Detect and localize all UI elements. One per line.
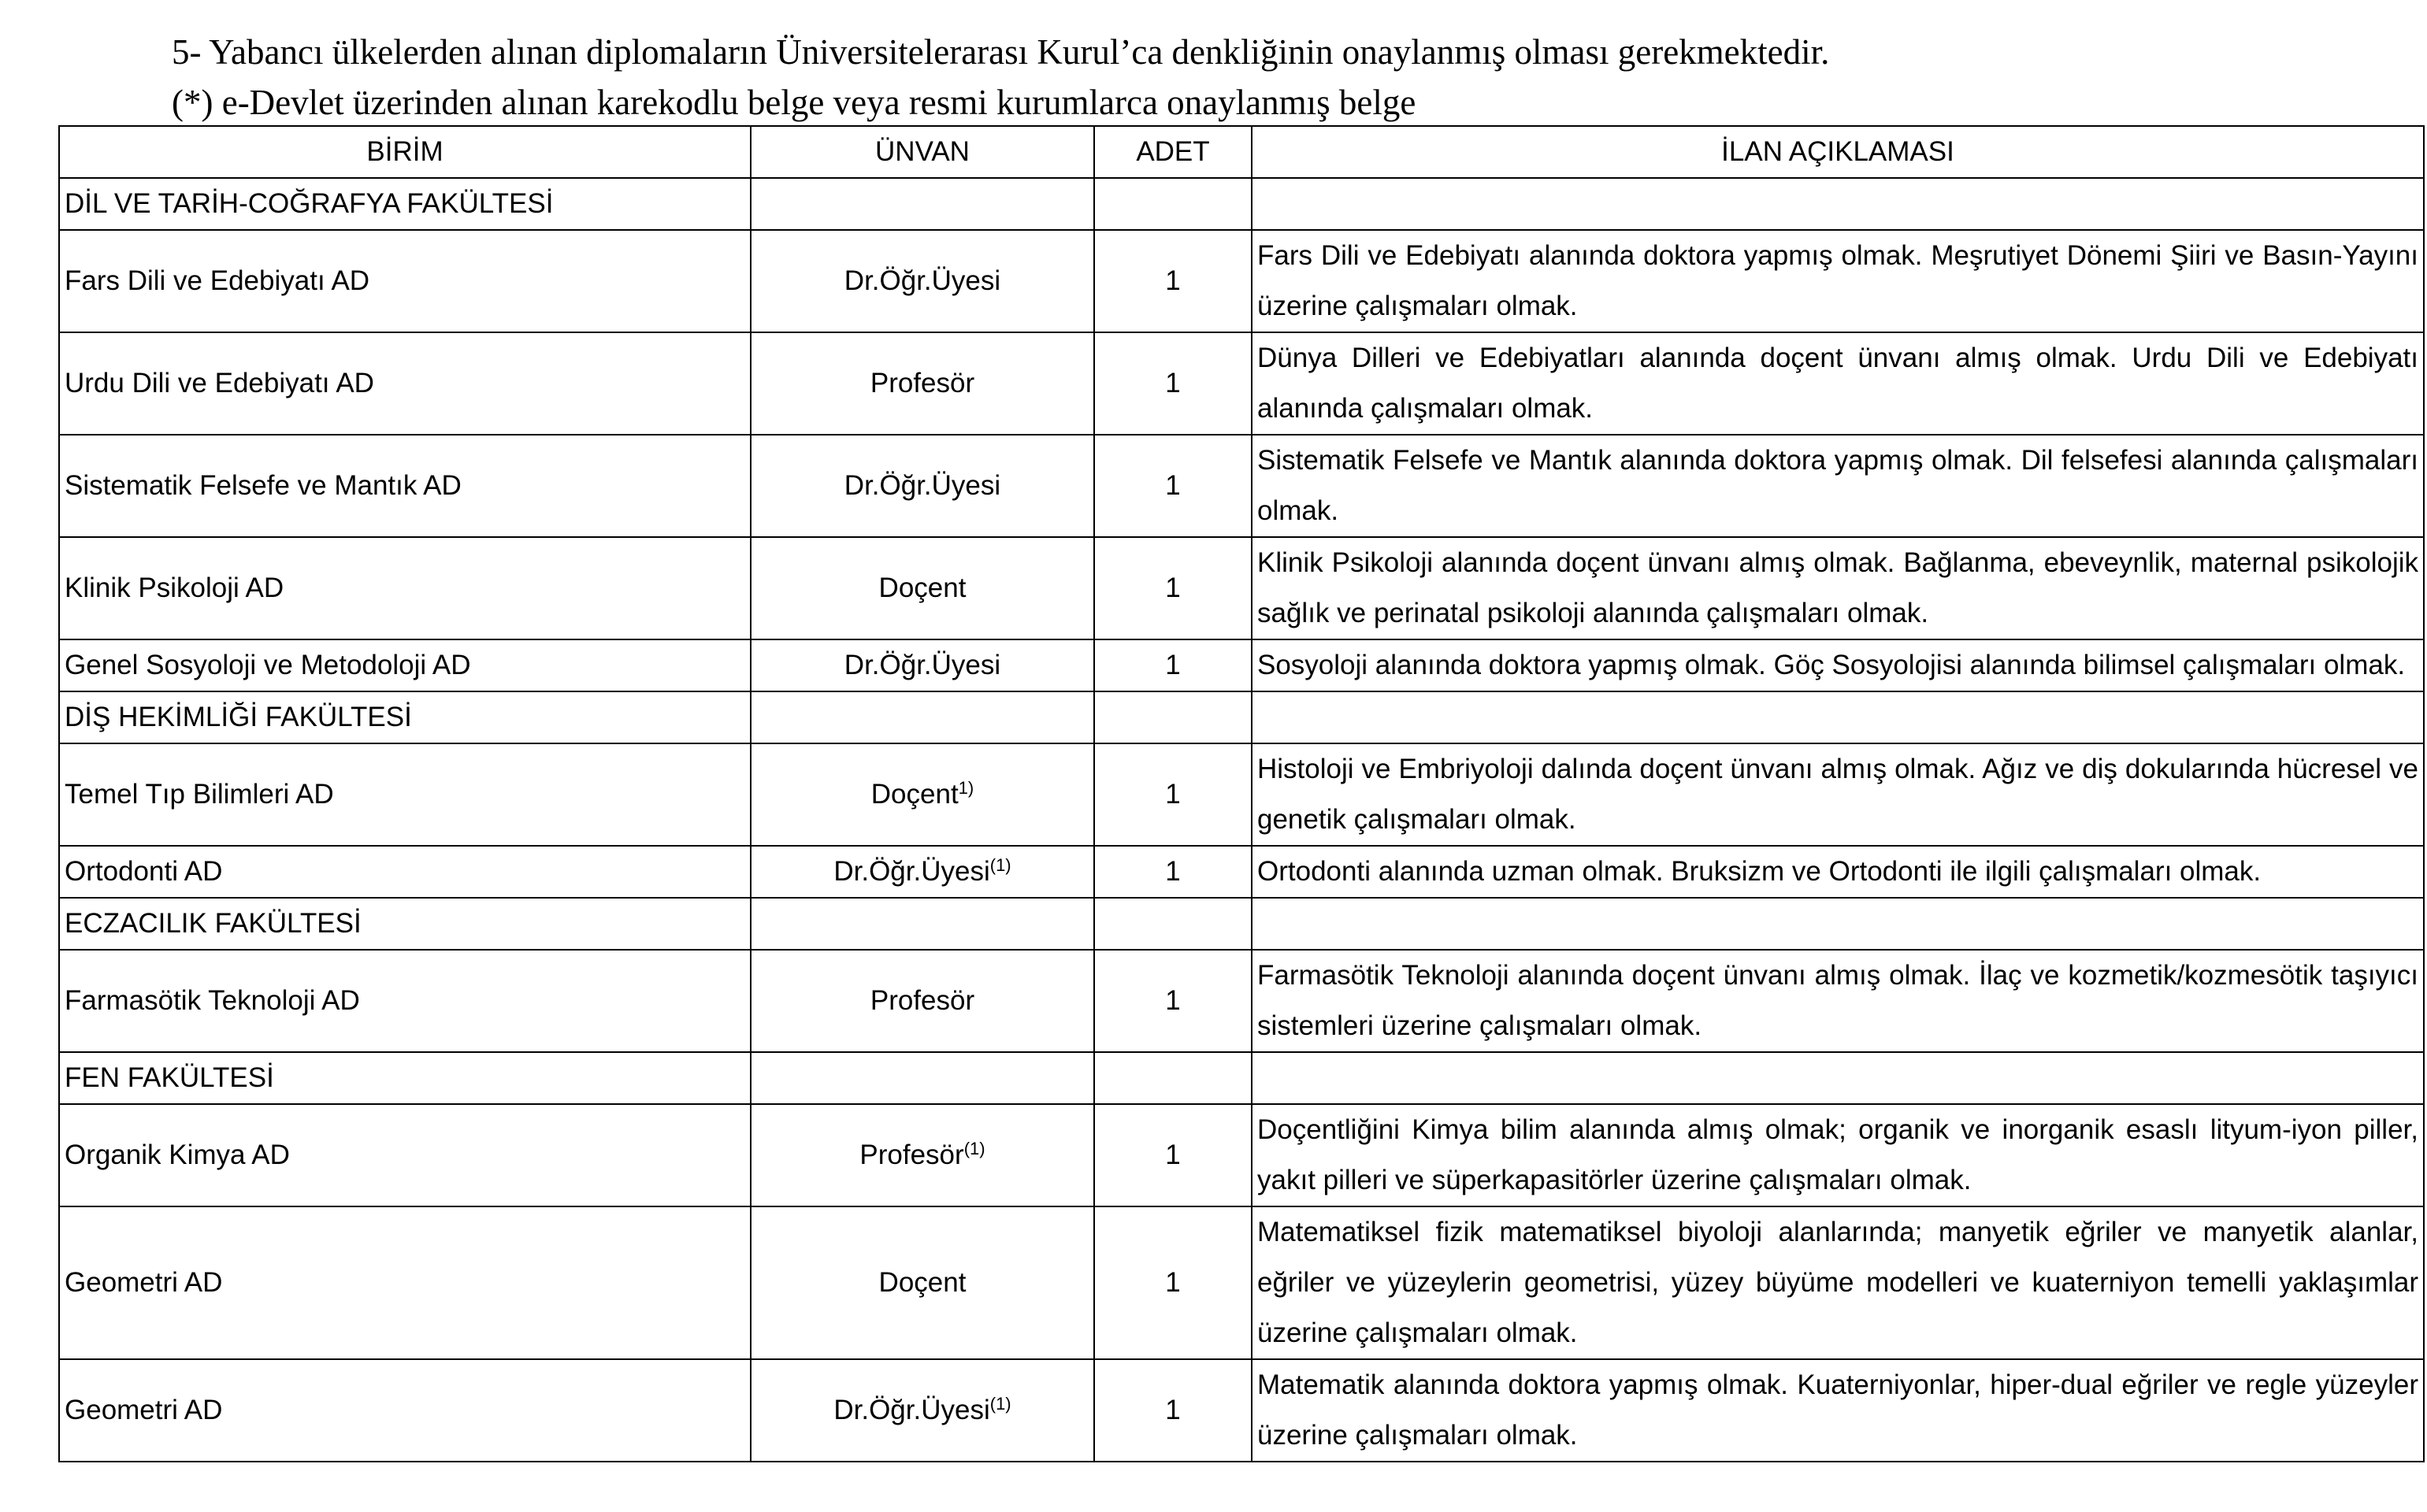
- birim-cell: Sistematik Felsefe ve Mantık AD: [59, 435, 751, 537]
- unvan-cell: [751, 435, 1094, 537]
- unvan-text: Dr.Öğr.Üyesi: [833, 856, 990, 887]
- birim-cell: Geometri AD: [59, 1359, 751, 1462]
- footnote-marker: (1): [989, 855, 1011, 875]
- adet-cell: 1: [1094, 1359, 1252, 1462]
- adet-cell: 1: [1094, 1104, 1252, 1206]
- adet-cell: 1: [1094, 435, 1252, 537]
- notes: [172, 27, 1829, 128]
- table-row: [59, 743, 2424, 846]
- section-row: [59, 691, 2424, 743]
- birim-cell: Temel Tıp Bilimleri AD: [59, 743, 751, 846]
- unvan-cell: [751, 846, 1094, 898]
- section-row: [59, 898, 2424, 950]
- empty-cell: [1094, 178, 1252, 230]
- unvan-text: Dr.Öğr.Üyesi: [833, 1395, 990, 1425]
- birim-cell: Farmasötik Teknoloji AD: [59, 950, 751, 1052]
- table-row: [59, 537, 2424, 639]
- adet-cell: 1: [1094, 846, 1252, 898]
- birim-cell: Ortodonti AD: [59, 846, 751, 898]
- aciklama-cell: Histoloji ve Embriyoloji dalında doçent ünvanı almış olmak. Ağız ve diş dokularında hücresel ve genetik çalışmaları olmak.: [1252, 743, 2424, 846]
- unvan-text: Doçent: [878, 573, 967, 603]
- section-row: [59, 178, 2424, 230]
- unvan-cell: [751, 639, 1094, 691]
- note-edevlet: (*) e-Devlet üzerinden alınan karekodlu belge veya resmi kurumlarca onaylanmış belge: [172, 83, 1416, 122]
- adet-cell: 1: [1094, 743, 1252, 846]
- unvan-cell: [751, 230, 1094, 332]
- unvan-text: Profesör: [870, 368, 975, 398]
- unvan-text: Profesör: [870, 985, 975, 1016]
- empty-cell: [751, 1052, 1094, 1104]
- table-row: [59, 230, 2424, 332]
- unvan-cell: [751, 332, 1094, 435]
- empty-cell: [751, 691, 1094, 743]
- adet-cell: 1: [1094, 332, 1252, 435]
- table-row: [59, 1104, 2424, 1206]
- adet-cell: 1: [1094, 230, 1252, 332]
- footnote-marker: 1): [958, 778, 974, 798]
- note-diploma: 5- Yabancı ülkelerden alınan diplomaların Üniversitelerarası Kurul’ca denkliğinin onaylanmış olması gerekmektedir.: [172, 32, 1830, 72]
- unvan-text: Doçent: [870, 779, 959, 810]
- section-row: [59, 1052, 2424, 1104]
- table-row: [59, 1206, 2424, 1359]
- unvan-cell: [751, 1359, 1094, 1462]
- adet-cell: 1: [1094, 639, 1252, 691]
- position-table: [58, 125, 2425, 1462]
- aciklama-cell: Doçentliğini Kimya bilim alanında almış olmak; organik ve inorganik esaslı lityum-iyon piller, yakıt pilleri ve süperkapasitörler üzerine çalışmaları olmak.: [1252, 1104, 2424, 1206]
- section-title: ECZACILIK FAKÜLTESİ: [59, 898, 751, 950]
- unvan-text: Dr.Öğr.Üyesi: [844, 650, 1001, 680]
- unvan-text: Dr.Öğr.Üyesi: [844, 470, 1001, 501]
- unvan-cell: [751, 1104, 1094, 1206]
- unvan-text: Profesör: [859, 1140, 964, 1170]
- table-row: [59, 435, 2424, 537]
- footnote-marker: (1): [963, 1139, 985, 1158]
- unvan-cell: [751, 950, 1094, 1052]
- aciklama-cell: Farmasötik Teknoloji alanında doçent ünvanı almış olmak. İlaç ve kozmetik/kozmesötik taşıyıcı sistemleri üzerine çalışmaları olmak.: [1252, 950, 2424, 1052]
- header-birim: BİRİM: [59, 126, 751, 178]
- birim-cell: Organik Kimya AD: [59, 1104, 751, 1206]
- empty-cell: [1094, 1052, 1252, 1104]
- table-row: [59, 639, 2424, 691]
- section-title: FEN FAKÜLTESİ: [59, 1052, 751, 1104]
- birim-cell: Genel Sosyoloji ve Metodoloji AD: [59, 639, 751, 691]
- birim-cell: Geometri AD: [59, 1206, 751, 1359]
- empty-cell: [1252, 898, 2424, 950]
- empty-cell: [751, 178, 1094, 230]
- aciklama-cell: Dünya Dilleri ve Edebiyatları alanında doçent ünvanı almış olmak. Urdu Dili ve Edebiyatı alanında çalışmaları olmak.: [1252, 332, 2424, 435]
- unvan-text: Doçent: [878, 1267, 967, 1298]
- section-title: DİL VE TARİH-COĞRAFYA FAKÜLTESİ: [59, 178, 751, 230]
- header-adet: ADET: [1094, 126, 1252, 178]
- aciklama-cell: Fars Dili ve Edebiyatı alanında doktora yapmış olmak. Meşrutiyet Dönemi Şiiri ve Basın-Yayını üzerine çalışmaları olmak.: [1252, 230, 2424, 332]
- footnote-marker: (1): [989, 1394, 1011, 1414]
- unvan-cell: [751, 743, 1094, 846]
- empty-cell: [1252, 691, 2424, 743]
- birim-cell: Klinik Psikoloji AD: [59, 537, 751, 639]
- adet-cell: 1: [1094, 537, 1252, 639]
- unvan-text: Dr.Öğr.Üyesi: [844, 265, 1001, 296]
- unvan-cell: [751, 537, 1094, 639]
- table-row: [59, 1359, 2424, 1462]
- aciklama-cell: Ortodonti alanında uzman olmak. Bruksizm ve Ortodonti ile ilgili çalışmaları olmak.: [1252, 846, 2424, 898]
- birim-cell: Fars Dili ve Edebiyatı AD: [59, 230, 751, 332]
- birim-cell: Urdu Dili ve Edebiyatı AD: [59, 332, 751, 435]
- empty-cell: [1094, 691, 1252, 743]
- adet-cell: 1: [1094, 1206, 1252, 1359]
- aciklama-cell: Klinik Psikoloji alanında doçent ünvanı almış olmak. Bağlanma, ebeveynlik, maternal psikolojik sağlık ve perinatal psikoloji alanında çalışmaları olmak.: [1252, 537, 2424, 639]
- aciklama-cell: Sistematik Felsefe ve Mantık alanında doktora yapmış olmak. Dil felsefesi alanında çalışmaları olmak.: [1252, 435, 2424, 537]
- aciklama-cell: Sosyoloji alanında doktora yapmış olmak. Göç Sosyolojisi alanında bilimsel çalışmaları olmak.: [1252, 639, 2424, 691]
- header-unvan: ÜNVAN: [751, 126, 1094, 178]
- adet-cell: 1: [1094, 950, 1252, 1052]
- table-row: [59, 332, 2424, 435]
- header-aciklama: İLAN AÇIKLAMASI: [1252, 126, 2424, 178]
- unvan-cell: [751, 1206, 1094, 1359]
- empty-cell: [1252, 178, 2424, 230]
- aciklama-cell: Matematik alanında doktora yapmış olmak. Kuaterniyonlar, hiper-dual eğriler ve regle yüzeyler üzerine çalışmaları olmak.: [1252, 1359, 2424, 1462]
- section-title: DİŞ HEKİMLİĞİ FAKÜLTESİ: [59, 691, 751, 743]
- empty-cell: [1252, 1052, 2424, 1104]
- table-row: [59, 950, 2424, 1052]
- table-body: [59, 178, 2424, 1462]
- header-row: [59, 126, 2424, 178]
- table-row: [59, 846, 2424, 898]
- empty-cell: [751, 898, 1094, 950]
- empty-cell: [1094, 898, 1252, 950]
- aciklama-cell: Matematiksel fizik matematiksel biyoloji alanlarında; manyetik eğriler ve manyetik alanlar, eğriler ve yüzeylerin geometrisi, yüzey büyüme modelleri ve kuaterniyon temelli yaklaşımlar üzerine çalışmaları olmak.: [1252, 1206, 2424, 1359]
